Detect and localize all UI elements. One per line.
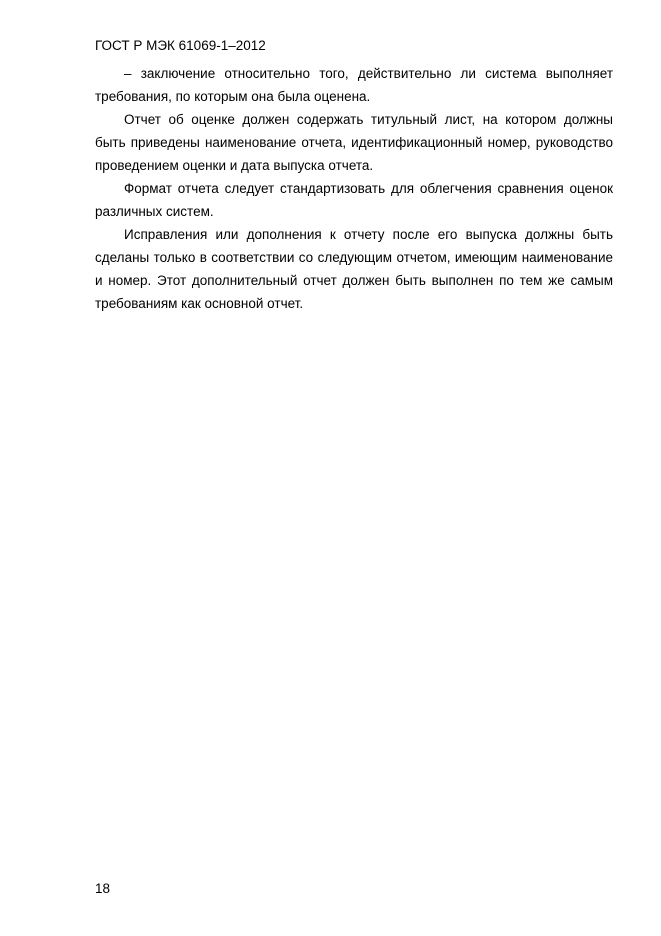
page-number: 18 xyxy=(95,881,111,896)
document-header: ГОСТ Р МЭК 61069-1–2012 xyxy=(95,38,266,53)
paragraph-conclusion: – заключение относительно того, действительно ли система выполняет требования, по которым она была оценена. xyxy=(95,66,613,104)
paragraph-corrections: Исправления или дополнения к отчету после его выпуска должны быть сделаны только в соответствии со следующим отчетом, имеющим наименование и номер. Этот дополнительный отчет должен быть выполнен по тем же самым требованиям как основной отчет. xyxy=(95,227,613,311)
paragraph-title-page: Отчет об оценке должен содержать титульный лист, на котором должны быть приведены наименование отчета, идентификационный номер, руководство проведением оценки и дата выпуска отчета. xyxy=(95,112,613,173)
paragraph-report-format: Формат отчета следует стандартизовать для облегчения сравнения оценок различных систем. xyxy=(95,181,613,219)
document-body xyxy=(95,62,613,315)
